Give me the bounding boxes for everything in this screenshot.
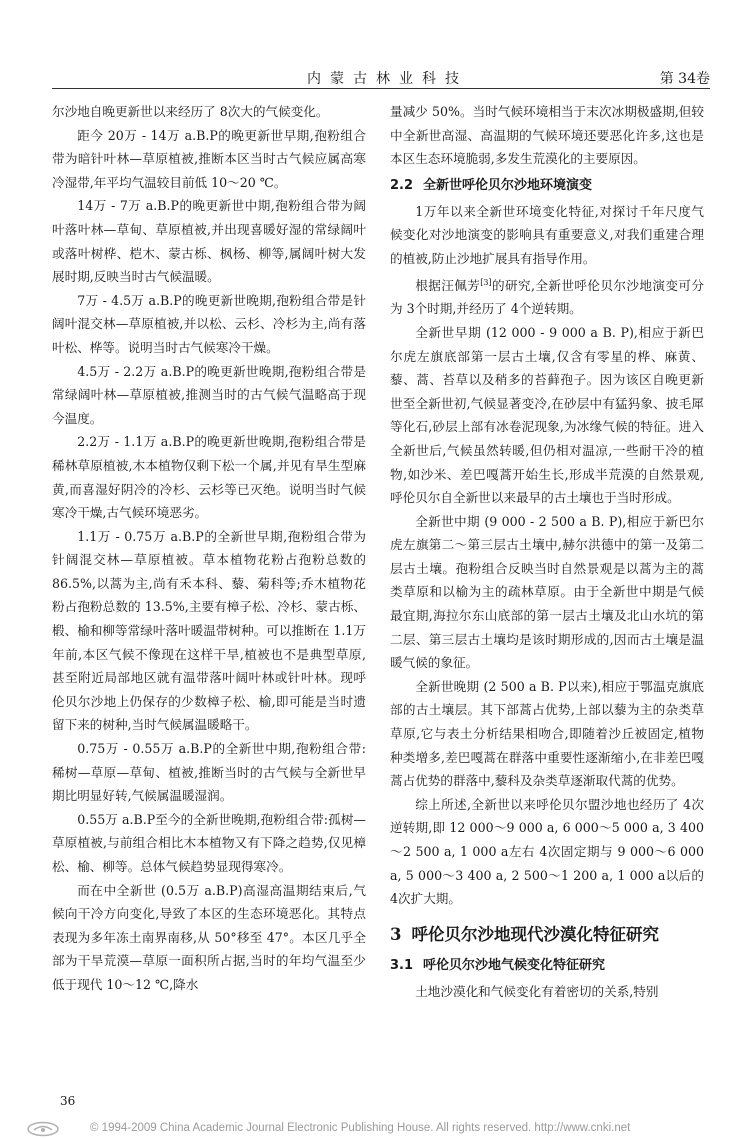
paragraph-text: 的研究,全新世呼伦贝尔沙地演变可分为 3个时期,并经历了 4个逆转期。	[390, 277, 704, 317]
paragraph: 距今 20万 - 14万 a.B.P的晚更新世早期,孢粉组合带为暗针叶林—草原植被,推断本区当时古气候应属高寒冷湿带,年平均气温较目前低 10～20 ℃。	[52, 127, 366, 190]
paragraph: 7万 - 4.5万 a.B.P的晚更新世晚期,孢粉组合带是针阔叶混交林—草原植被,并以松、云杉、冷杉为主,尚有落叶松、桦等。说明当时古气候寒冷干燥。	[52, 292, 366, 355]
section-number: 3.1	[390, 957, 414, 973]
section-title: 全新世呼伦贝尔沙地环境演变	[423, 177, 593, 193]
paragraph: 4.5万 - 2.2万 a.B.P的晚更新世晚期,孢粉组合带是常绿阔叶林—草原植被,推测当时的古气候气温略高于现今温度。	[52, 363, 366, 426]
citation-reference[interactable]: [3]	[480, 277, 492, 287]
section-heading-2-2	[390, 175, 704, 197]
volume-number: 第 34卷	[659, 71, 710, 87]
section-heading-3-1	[390, 955, 704, 977]
running-header	[52, 66, 710, 89]
paragraph-text: 根据汪佩芳	[415, 277, 481, 293]
paragraph: 全新世早期 (12 000 - 9 000 a B. P),相应于新巴尔虎左旗底部第一层古土壤,仅含有零星的桦、麻黄、藜、蒿、苔草以及稍多的苔藓孢子。因为该区自晚更新世至全新世初,气候显著变冷,在砂层中有猛犸象、披毛犀等化石,砂层上部有冰卷泥现象,为冰缘气候的特征。进入全新世后,气候虽然转暖,但仍相对温凉,一些耐干冷的植物,如沙米、差巴嘎蒿开始生长,形成半荒漠的自然景观,呼伦贝尔自全新世以来最早的古土壤也于当时形成。	[390, 324, 704, 506]
paragraph: 全新世中期 (9 000 - 2 500 a B. P),相应于新巴尔虎左旗第二～第三层古土壤中,赫尔洪德中的第一及第二层古土壤。孢粉组合反映当时自然景观是以蒿为主的蒿类草原和以榆为主的疏林草原。由于全新世中期是气候最宜期,海拉尔东山底部的第一层古土壤及北山水坑的第二层、第三层古土壤均是该时期形成的,因而古土壤是温暖气候的象征。	[390, 513, 704, 671]
copyright-notice: © 1994-2009 China Academic Journal Electronic Publishing House. All rights reserved. http://www.cnki.net	[90, 1122, 631, 1134]
section-title: 呼伦贝尔沙地现代沙漠化特征研究	[411, 924, 659, 944]
paragraph: 0.75万 - 0.55万 a.B.P的全新世中期,孢粉组合带:稀树—草原—草甸、植被,推断当时的古气候与全新世早期比明显好转,气候属温暖湿润。	[52, 741, 366, 804]
left-column	[52, 100, 366, 997]
paragraph: 尔沙地自晚更新世以来经历了 8次大的气候变化。	[52, 104, 329, 119]
paragraph: 14万 - 7万 a.B.P的晚更新世中期,孢粉组合带为阔叶落叶林—草甸、草原植被,并出现喜暖好湿的常绿阔叶或落叶树桦、桤木、蒙古栎、枫杨、柳等,属阔叶树大发展时期,反映当时古气候温暖。	[52, 198, 366, 285]
section-title: 呼伦贝尔沙地气候变化特征研究	[423, 957, 606, 973]
paragraph: 量减少 50%。当时气候环境相当于末次冰期极盛期,但较中全新世高湿、高温期的气候环境还要恶化许多,这也是本区生态环境脆弱,多发生荒漠化的主要原因。	[390, 104, 704, 167]
paragraph: 0.55万 a.B.P至今的全新世晚期,孢粉组合带:孤树—草原植被,与前组合相比木本植物又有下降之趋势,仅见樟松、榆、柳等。总体气候趋势显现得寒冷。	[52, 811, 366, 874]
right-column	[390, 100, 704, 1003]
page-number: 36	[60, 1094, 76, 1108]
section-number: 2.2	[390, 177, 414, 193]
paragraph	[390, 271, 704, 321]
paragraph: 土地沙漠化和气候变化有着密切的关系,特别	[415, 983, 659, 999]
section-heading-3	[390, 921, 704, 949]
paragraph: 1.1万 - 0.75万 a.B.P的全新世早期,孢粉组合带为针阔混交林—草原植被。草本植物花粉占孢粉总数的 86.5%,以蒿为主,尚有禾本科、藜、菊科等;乔木植物花粉占孢粉总数的 13.5%,主要有樟子松、冷杉、蒙古栎、椴、榆和柳等常绿叶落叶暖温带树种。可以推断在 1.1万年前,本区气候不像现在这样干旱,植被也不是典型草原,甚至附近局部地区就有温带落叶阔叶林或针叶林。现呼伦贝尔沙地上仍保存的少数樟子松、榆,即可能是当时遗留下来的树种,当时气候属温暖略干。	[52, 528, 366, 733]
section-number: 3	[390, 924, 402, 944]
paragraph: 2.2万 - 1.1万 a.B.P的晚更新世晚期,孢粉组合带是稀林草原植被,木本植物仅剩下松一个属,并见有旱生型麻黄,而喜湿好阴冷的冷杉、云杉等已灭绝。说明当时气候寒冷干燥,古气候环境恶劣。	[52, 434, 366, 521]
publisher-logo-icon	[26, 1121, 60, 1137]
paragraph: 综上所述,全新世以来呼伦贝尔盟沙地也经历了 4次逆转期,即 12 000～9 000 a, 6 000～5 000 a, 3 400～2 500 a, 1 000 a左右 4次固定期与 9 000～6 000 a, 5 000～3 400 a, 2 500～1 200 a, 1 000 a以后的 4次扩大期。	[390, 796, 704, 907]
footer	[0, 1121, 748, 1139]
journal-name: 内蒙古林业科技	[307, 71, 468, 87]
paragraph: 1万年以来全新世环境变化特征,对探讨千年尺度气候变化对沙地演变的影响具有重要意义,对我们重建合理的植被,防止沙地扩展具有指导作用。	[390, 203, 704, 266]
paragraph: 而在中全新世 (0.5万 a.B.P)高湿高温期结束后,气候向干冷方向变化,导致了本区的生态环境恶化。其特点表现为多年冻土南界南移,从 50°移至 47°。本区几乎全部为干旱荒漠—草原一面积所占据,当时的年均气温至少低于现代 10～12 ℃,降水	[52, 882, 366, 992]
paragraph: 全新世晚期 (2 500 a B. P以来),相应于鄂温克旗底部的古土壤层。其下部蒿占优势,上部以藜为主的杂类草草原,它与表土分析结果相吻合,即随着沙丘被固定,植物种类增多,差巴嘎蒿在群落中重要性逐渐缩小,在非差巴嘎蒿占优势的群落中,藜科及杂类草逐渐取代蒿的优势。	[390, 678, 704, 789]
